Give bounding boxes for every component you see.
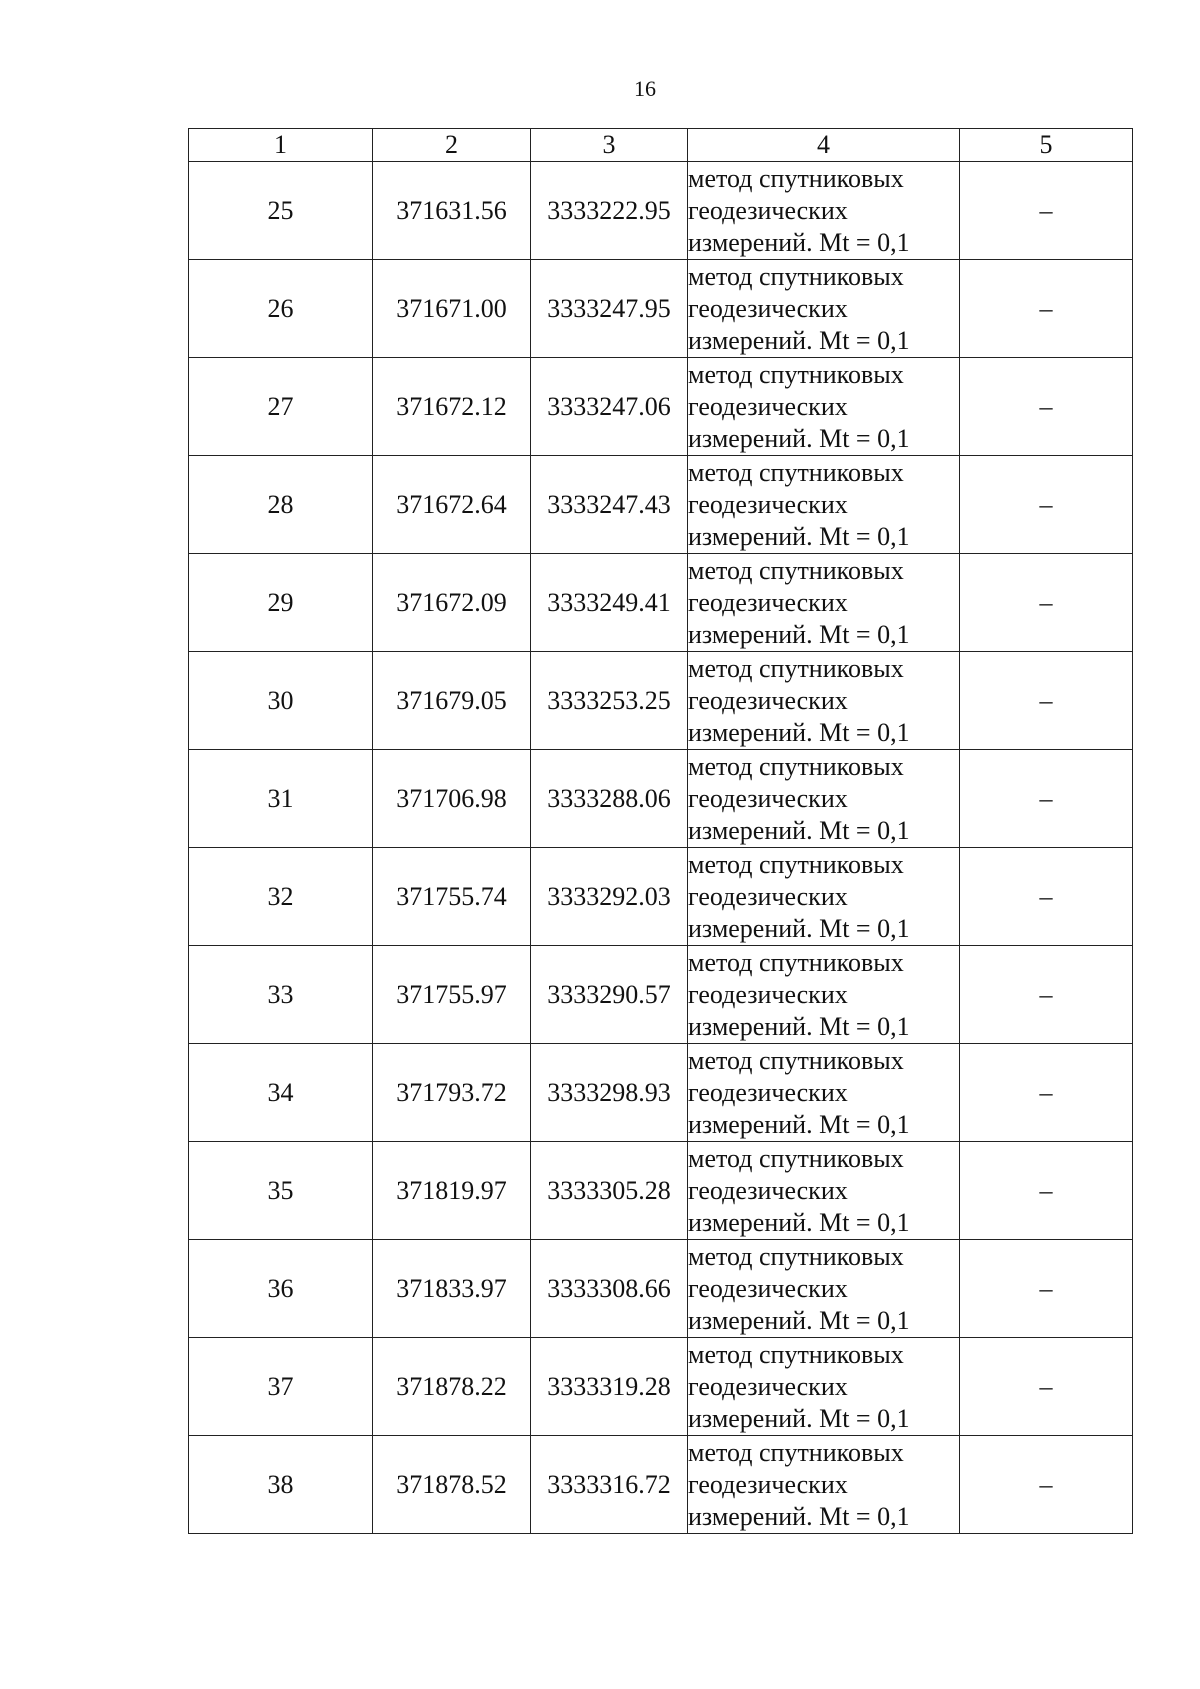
coordinate-x-cell: 371672.64 [373, 456, 531, 554]
coordinates-table [188, 128, 1133, 1534]
method-text-line: измерений. Mt = 0,1 [688, 325, 910, 355]
coordinate-y-cell: 3333247.95 [531, 260, 688, 358]
coordinate-x-cell: 371755.74 [373, 848, 531, 946]
method-text-line: геодезических [688, 881, 848, 911]
method-text-line: измерений. Mt = 0,1 [688, 717, 910, 747]
method-cell [688, 1338, 960, 1436]
note-cell: – [960, 1044, 1133, 1142]
point-number-cell: 27 [189, 358, 373, 456]
method-cell [688, 652, 960, 750]
method-text-line: геодезических [688, 685, 848, 715]
point-number-cell: 25 [189, 162, 373, 260]
point-number-cell: 33 [189, 946, 373, 1044]
point-number-cell: 31 [189, 750, 373, 848]
method-text-line: метод спутниковых [688, 457, 904, 487]
method-cell [688, 848, 960, 946]
note-cell: – [960, 848, 1133, 946]
table-row [189, 260, 1133, 358]
note-cell: – [960, 162, 1133, 260]
method-text-line: метод спутниковых [688, 1437, 904, 1467]
method-text-line: геодезических [688, 1077, 848, 1107]
table-row [189, 946, 1133, 1044]
table-header-row [189, 129, 1133, 162]
method-cell [688, 1044, 960, 1142]
coordinate-y-cell: 3333249.41 [531, 554, 688, 652]
method-cell [688, 260, 960, 358]
method-cell [688, 1436, 960, 1534]
point-number-cell: 32 [189, 848, 373, 946]
method-text-line: измерений. Mt = 0,1 [688, 913, 910, 943]
method-text-line: геодезических [688, 489, 848, 519]
coordinate-y-cell: 3333298.93 [531, 1044, 688, 1142]
table-row [189, 848, 1133, 946]
point-number-cell: 35 [189, 1142, 373, 1240]
column-header-4: 4 [688, 129, 960, 162]
coordinate-x-cell: 371793.72 [373, 1044, 531, 1142]
coordinate-x-cell: 371819.97 [373, 1142, 531, 1240]
coordinate-x-cell: 371878.52 [373, 1436, 531, 1534]
method-text-line: метод спутниковых [688, 1045, 904, 1075]
table-row [189, 1436, 1133, 1534]
point-number-cell: 37 [189, 1338, 373, 1436]
column-header-2: 2 [373, 129, 531, 162]
note-cell: – [960, 750, 1133, 848]
coordinate-y-cell: 3333290.57 [531, 946, 688, 1044]
table-body [189, 129, 1133, 1534]
column-header-5: 5 [960, 129, 1133, 162]
coordinate-y-cell: 3333319.28 [531, 1338, 688, 1436]
method-cell [688, 358, 960, 456]
note-cell: – [960, 1436, 1133, 1534]
note-cell: – [960, 1240, 1133, 1338]
method-cell [688, 946, 960, 1044]
coordinate-x-cell: 371706.98 [373, 750, 531, 848]
column-header-3: 3 [531, 129, 688, 162]
table-row [189, 554, 1133, 652]
table-row [189, 1338, 1133, 1436]
table-row [189, 1240, 1133, 1338]
point-number-cell: 30 [189, 652, 373, 750]
method-text-line: метод спутниковых [688, 653, 904, 683]
method-text-line: измерений. Mt = 0,1 [688, 619, 910, 649]
coordinate-x-cell: 371631.56 [373, 162, 531, 260]
note-cell: – [960, 1142, 1133, 1240]
coordinate-y-cell: 3333247.43 [531, 456, 688, 554]
coordinate-y-cell: 3333316.72 [531, 1436, 688, 1534]
table-row [189, 1044, 1133, 1142]
method-text-line: измерений. Mt = 0,1 [688, 1207, 910, 1237]
coordinate-y-cell: 3333253.25 [531, 652, 688, 750]
coordinate-y-cell: 3333288.06 [531, 750, 688, 848]
coordinate-x-cell: 371671.00 [373, 260, 531, 358]
coordinate-x-cell: 371672.12 [373, 358, 531, 456]
coordinate-x-cell: 371833.97 [373, 1240, 531, 1338]
method-text-line: метод спутниковых [688, 555, 904, 585]
method-text-line: геодезических [688, 293, 848, 323]
coordinate-x-cell: 371679.05 [373, 652, 531, 750]
note-cell: – [960, 358, 1133, 456]
table-row [189, 652, 1133, 750]
method-text-line: геодезических [688, 1371, 848, 1401]
method-text-line: геодезических [688, 979, 848, 1009]
method-cell [688, 554, 960, 652]
method-text-line: метод спутниковых [688, 1241, 904, 1271]
table-row [189, 162, 1133, 260]
note-cell: – [960, 554, 1133, 652]
table-row [189, 456, 1133, 554]
method-cell [688, 1142, 960, 1240]
method-text-line: метод спутниковых [688, 1339, 904, 1369]
page-number: 16 [634, 76, 656, 101]
coordinate-x-cell: 371755.97 [373, 946, 531, 1044]
method-text-line: геодезических [688, 1273, 848, 1303]
method-text-line: измерений. Mt = 0,1 [688, 227, 910, 257]
table-row [189, 1142, 1133, 1240]
coordinate-y-cell: 3333305.28 [531, 1142, 688, 1240]
method-text-line: метод спутниковых [688, 359, 904, 389]
table-row [189, 358, 1133, 456]
coordinate-x-cell: 371878.22 [373, 1338, 531, 1436]
method-text-line: измерений. Mt = 0,1 [688, 521, 910, 551]
point-number-cell: 34 [189, 1044, 373, 1142]
note-cell: – [960, 260, 1133, 358]
note-cell: – [960, 1338, 1133, 1436]
method-cell [688, 162, 960, 260]
method-text-line: метод спутниковых [688, 849, 904, 879]
note-cell: – [960, 456, 1133, 554]
method-cell [688, 456, 960, 554]
coordinate-y-cell: 3333308.66 [531, 1240, 688, 1338]
point-number-cell: 29 [189, 554, 373, 652]
method-text-line: метод спутниковых [688, 163, 904, 193]
method-text-line: геодезических [688, 587, 848, 617]
method-text-line: геодезических [688, 783, 848, 813]
column-header-1: 1 [189, 129, 373, 162]
coordinate-y-cell: 3333292.03 [531, 848, 688, 946]
method-text-line: измерений. Mt = 0,1 [688, 815, 910, 845]
table-row [189, 750, 1133, 848]
method-text-line: метод спутниковых [688, 1143, 904, 1173]
note-cell: – [960, 652, 1133, 750]
method-text-line: метод спутниковых [688, 261, 904, 291]
method-text-line: геодезических [688, 1175, 848, 1205]
method-text-line: измерений. Mt = 0,1 [688, 1011, 910, 1041]
method-text-line: геодезических [688, 1469, 848, 1499]
coordinate-y-cell: 3333247.06 [531, 358, 688, 456]
method-text-line: измерений. Mt = 0,1 [688, 423, 910, 453]
method-cell [688, 750, 960, 848]
coordinate-x-cell: 371672.09 [373, 554, 531, 652]
point-number-cell: 26 [189, 260, 373, 358]
method-text-line: геодезических [688, 391, 848, 421]
point-number-cell: 28 [189, 456, 373, 554]
method-text-line: геодезических [688, 195, 848, 225]
method-cell [688, 1240, 960, 1338]
method-text-line: метод спутниковых [688, 947, 904, 977]
point-number-cell: 36 [189, 1240, 373, 1338]
method-text-line: метод спутниковых [688, 751, 904, 781]
method-text-line: измерений. Mt = 0,1 [688, 1109, 910, 1139]
coordinate-y-cell: 3333222.95 [531, 162, 688, 260]
point-number-cell: 38 [189, 1436, 373, 1534]
method-text-line: измерений. Mt = 0,1 [688, 1305, 910, 1335]
method-text-line: измерений. Mt = 0,1 [688, 1501, 910, 1531]
note-cell: – [960, 946, 1133, 1044]
method-text-line: измерений. Mt = 0,1 [688, 1403, 910, 1433]
